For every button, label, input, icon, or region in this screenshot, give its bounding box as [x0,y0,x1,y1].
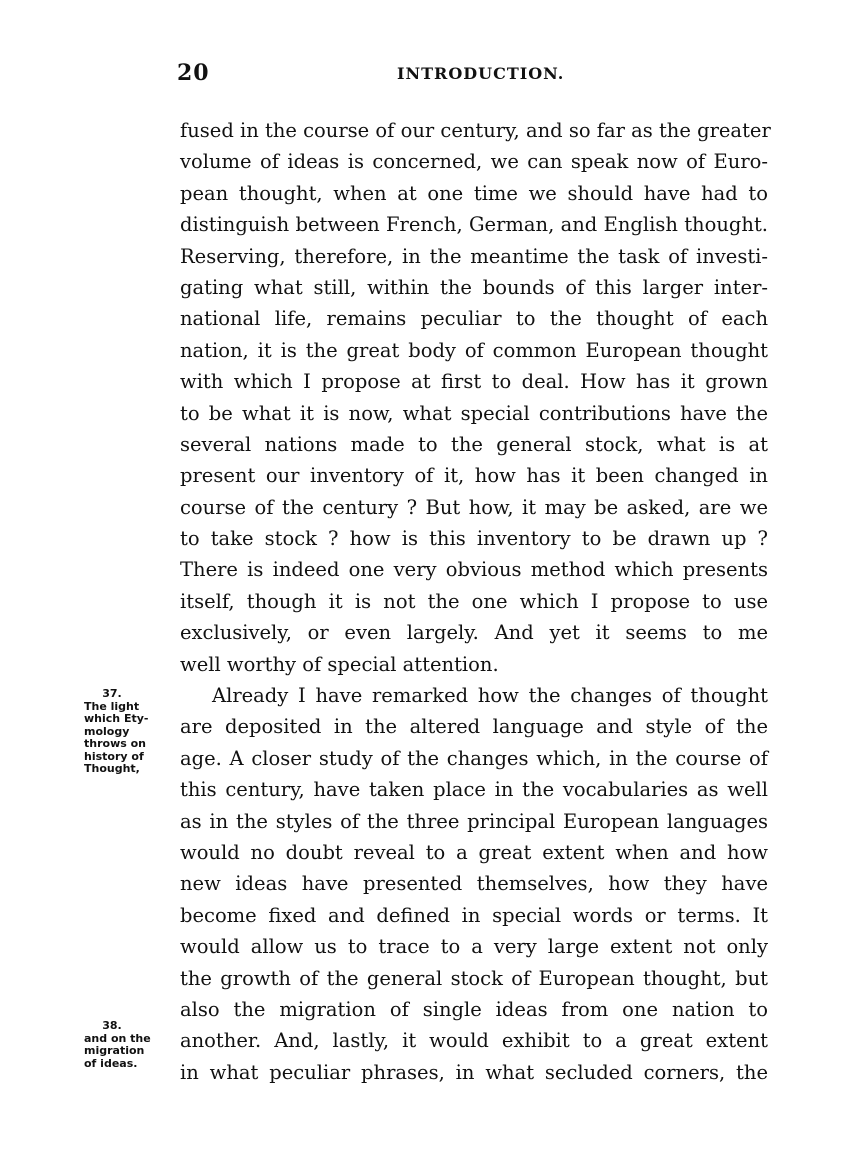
sidenote-line: of ideas. [84,1056,138,1070]
text-line: volume of ideas is concerned, we can speak now of Euro- [180,150,768,174]
text-line: nation, it is the great body of common European thought [180,338,768,362]
text-line: are deposited in the altered language and style of the [180,715,768,739]
text-line: There is indeed one very obvious method which presents [180,558,768,582]
text-line: gating what still, within the bounds of this larger inter- [180,275,768,299]
sidenote-number: 37. [102,687,122,700]
text-line: pean thought, when at one time we should have had to [180,181,768,205]
sidenote-line: throws on [84,737,146,750]
sidenote-line: mology [84,724,130,738]
text-line: to be what it is now, what special contributions have the [180,401,768,425]
sidenote-line: Thought, [84,762,140,775]
text-line: another. And, lastly, it would exhibit to a great extent [180,1029,768,1053]
text-line: Reserving, therefore, in the meantime the task of investi- [180,244,768,268]
running-head: INTRODUCTION. [397,64,565,83]
text-line: national life, remains peculiar to the thought of each [180,307,768,331]
text-line: become fixed and defined in special words or terms. It [180,903,768,927]
sidenote-line: which Ety- [84,712,149,725]
text-line: in what peculiar phrases, in what secluded corners, the [180,1060,768,1084]
text-line: would no doubt reveal to a great extent when and how [180,840,768,864]
text-line: this century, have taken place in the vocabularies as well [180,778,768,802]
text-line: would allow us to trace to a very large extent not only [180,935,768,959]
text-line: new ideas have presented themselves, how they have [180,872,768,896]
text-line: as in the styles of the three principal European languages [180,809,768,833]
text-line: fused in the course of our century, and so far as the greater [180,119,771,142]
text-line: with which I propose at first to deal. How has it grown [180,370,768,394]
sidenote-line: migration [84,1044,145,1057]
text-line: the growth of the general stock of European thought, but [180,966,768,990]
body-text [180,115,771,1088]
text-line: age. A closer study of the changes which, in the course of [180,746,768,770]
sidenote-line: and on the [84,1031,151,1045]
text-line: exclusively, or even largely. And yet it seems to me [180,621,768,645]
text-line: several nations made to the general stock, what is at [180,432,768,456]
text-line: also the migration of single ideas from one nation to [180,997,768,1021]
page-header [177,60,767,92]
text-line: itself, though it is not the one which I propose to use [180,589,768,613]
page-number: 20 [177,60,210,86]
text-line: present our inventory of it, how has it been changed in [180,464,768,488]
text-line: well worthy of special attention. [180,652,499,676]
sidenote-37 [84,688,164,776]
text-line: course of the century ? But how, it may be asked, are we [180,495,768,519]
text-line: Already I have remarked how the changes of thought [212,684,768,708]
text-line: to take stock ? how is this inventory to be drawn up ? [180,527,768,551]
sidenote-line: history of [84,749,144,763]
text-line: distinguish between French, German, and English thought. [180,213,768,237]
sidenote-line: The light [84,699,140,713]
sidenote-38 [84,1020,164,1070]
sidenote-number: 38. [102,1019,122,1032]
